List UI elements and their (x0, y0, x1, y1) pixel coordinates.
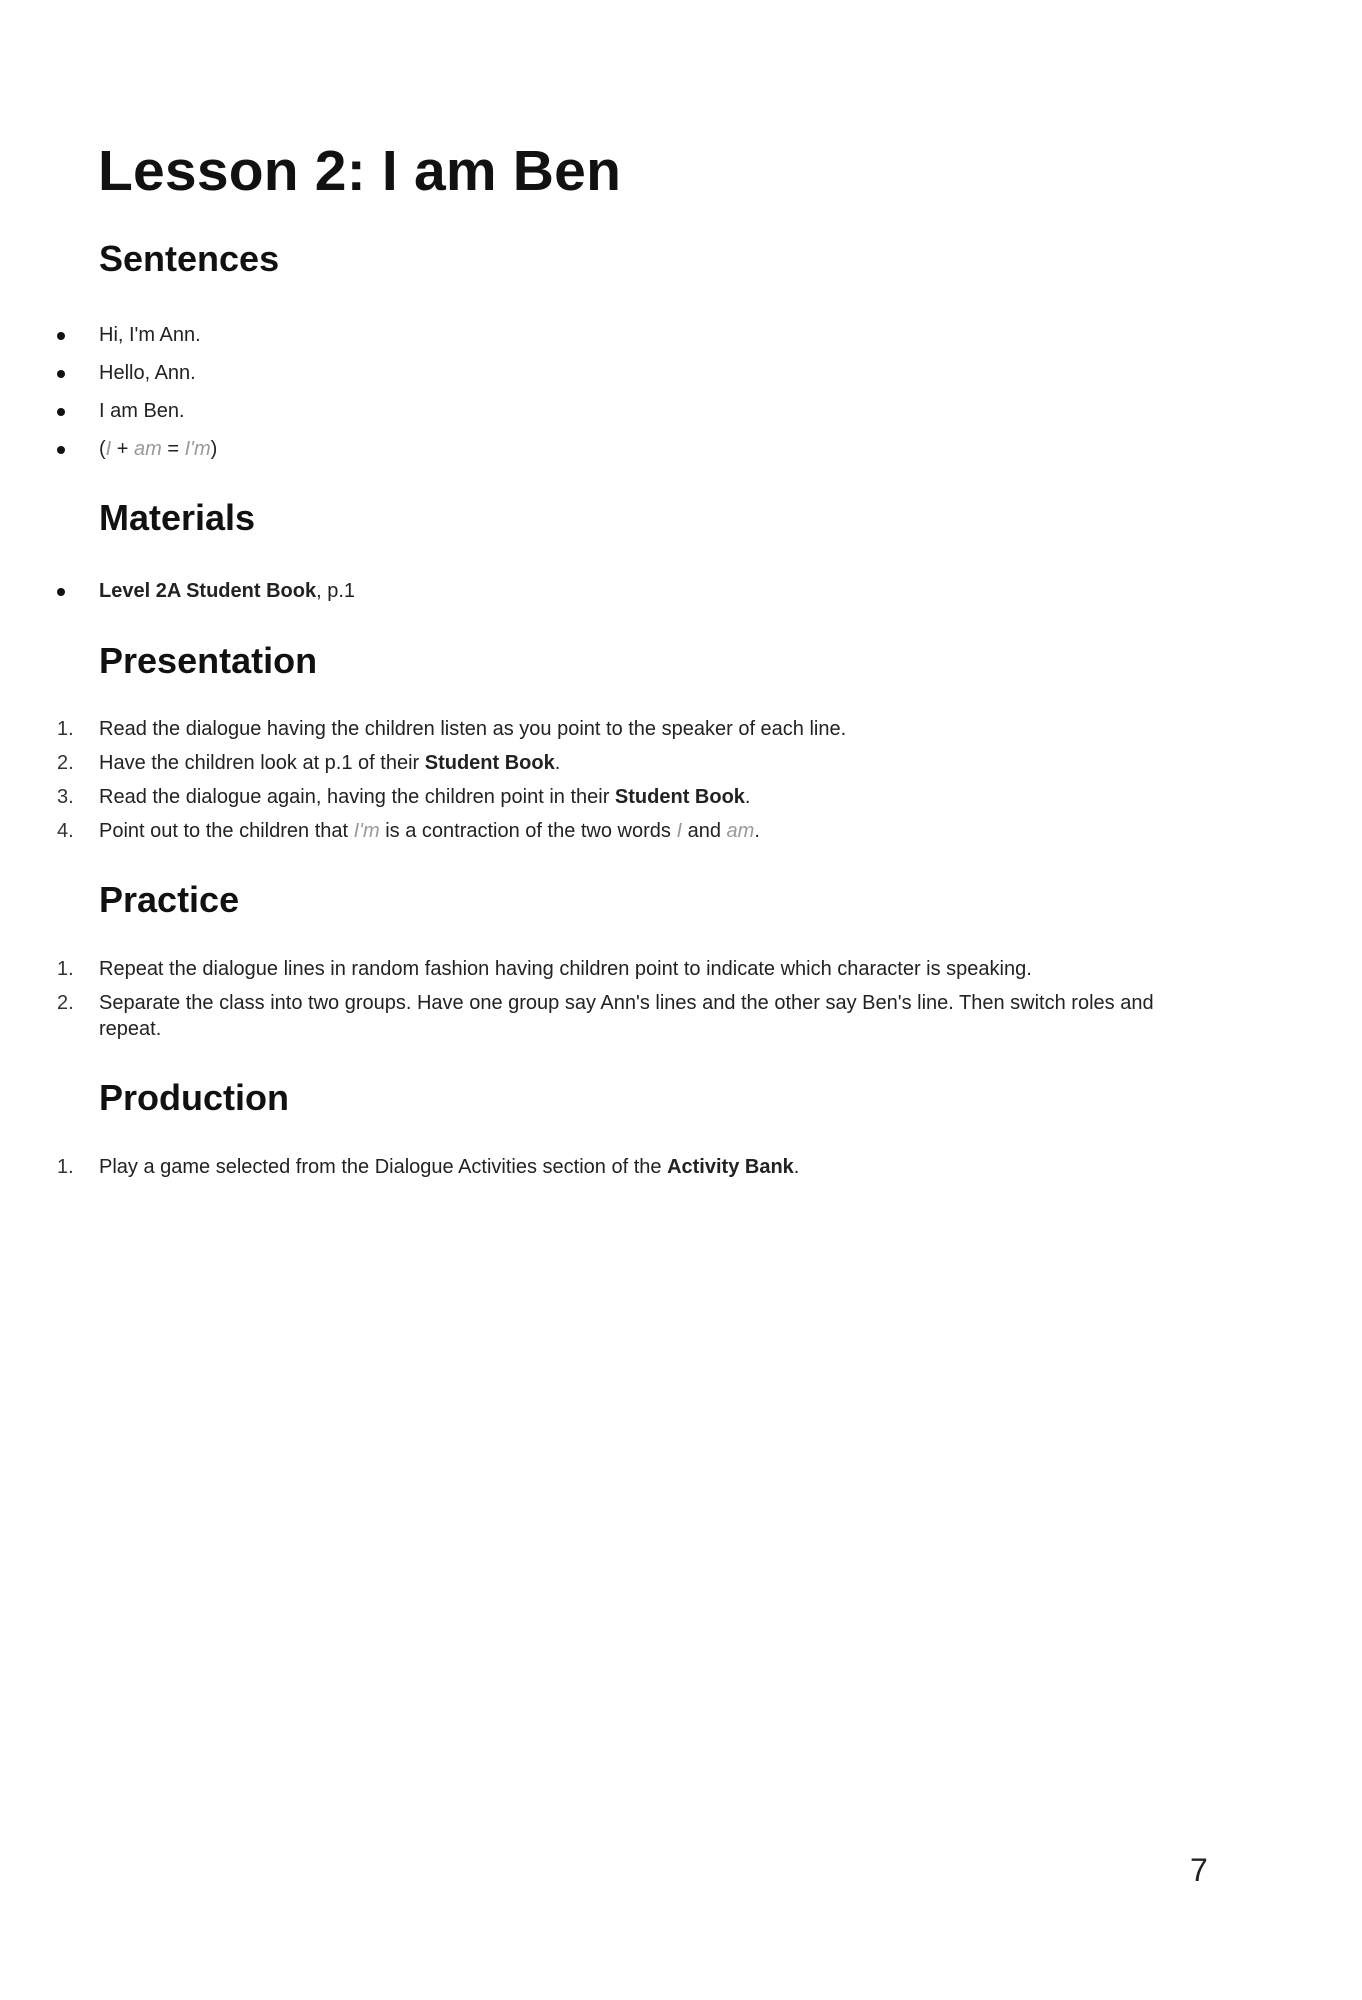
production-heading: Production (99, 1077, 289, 1118)
sentences-list (0, 322, 1240, 462)
bullet-icon (57, 370, 65, 378)
list-item: Level 2A Student Book, p.1 (0, 578, 1240, 604)
practice-heading: Practice (99, 879, 240, 920)
contraction-note: (I + am = I'm) (99, 438, 218, 460)
list-item: 1. Play a game selected from the Dialogue Activities section of the Activity Bank. (57, 1156, 800, 1178)
lesson-title: Lesson 2: I am Ben (98, 139, 622, 203)
list-item: 1. Repeat the dialogue lines in random fashion having children point to indicate which character is speaking. (57, 958, 1032, 980)
practice-steps (0, 956, 1180, 1042)
list-item: Hello, Ann. (0, 360, 1240, 386)
list-item: 3. Read the dialogue again, having the children point in their Student Book. (57, 786, 751, 808)
list-item: 2. Have the children look at p.1 of their Student Book. (57, 752, 561, 774)
list-item: 1. Read the dialogue having the children listen as you point to the speaker of each line. (57, 718, 847, 740)
list-item: Hi, I'm Ann. (0, 322, 1240, 348)
sentences-heading: Sentences (99, 238, 280, 279)
materials-heading: Materials (99, 497, 256, 538)
presentation-heading: Presentation (99, 640, 318, 681)
page-number: 7 (1190, 1852, 1208, 1888)
bullet-icon (57, 588, 65, 596)
materials-list (0, 578, 1240, 604)
list-item: 4. Point out to the children that I'm is a contraction of the two words I and am. (57, 820, 760, 842)
bullet-icon (57, 446, 65, 454)
production-steps (0, 1154, 1240, 1180)
list-item (0, 436, 1240, 462)
list-item: 2. Separate the class into two groups. Have one group say Ann's lines and the other say Ben's line. Then switch roles and repeat. (57, 992, 1154, 1040)
bullet-icon (57, 408, 65, 416)
bullet-icon (57, 332, 65, 340)
presentation-steps (0, 716, 1240, 844)
list-item: I am Ben. (0, 398, 1240, 424)
